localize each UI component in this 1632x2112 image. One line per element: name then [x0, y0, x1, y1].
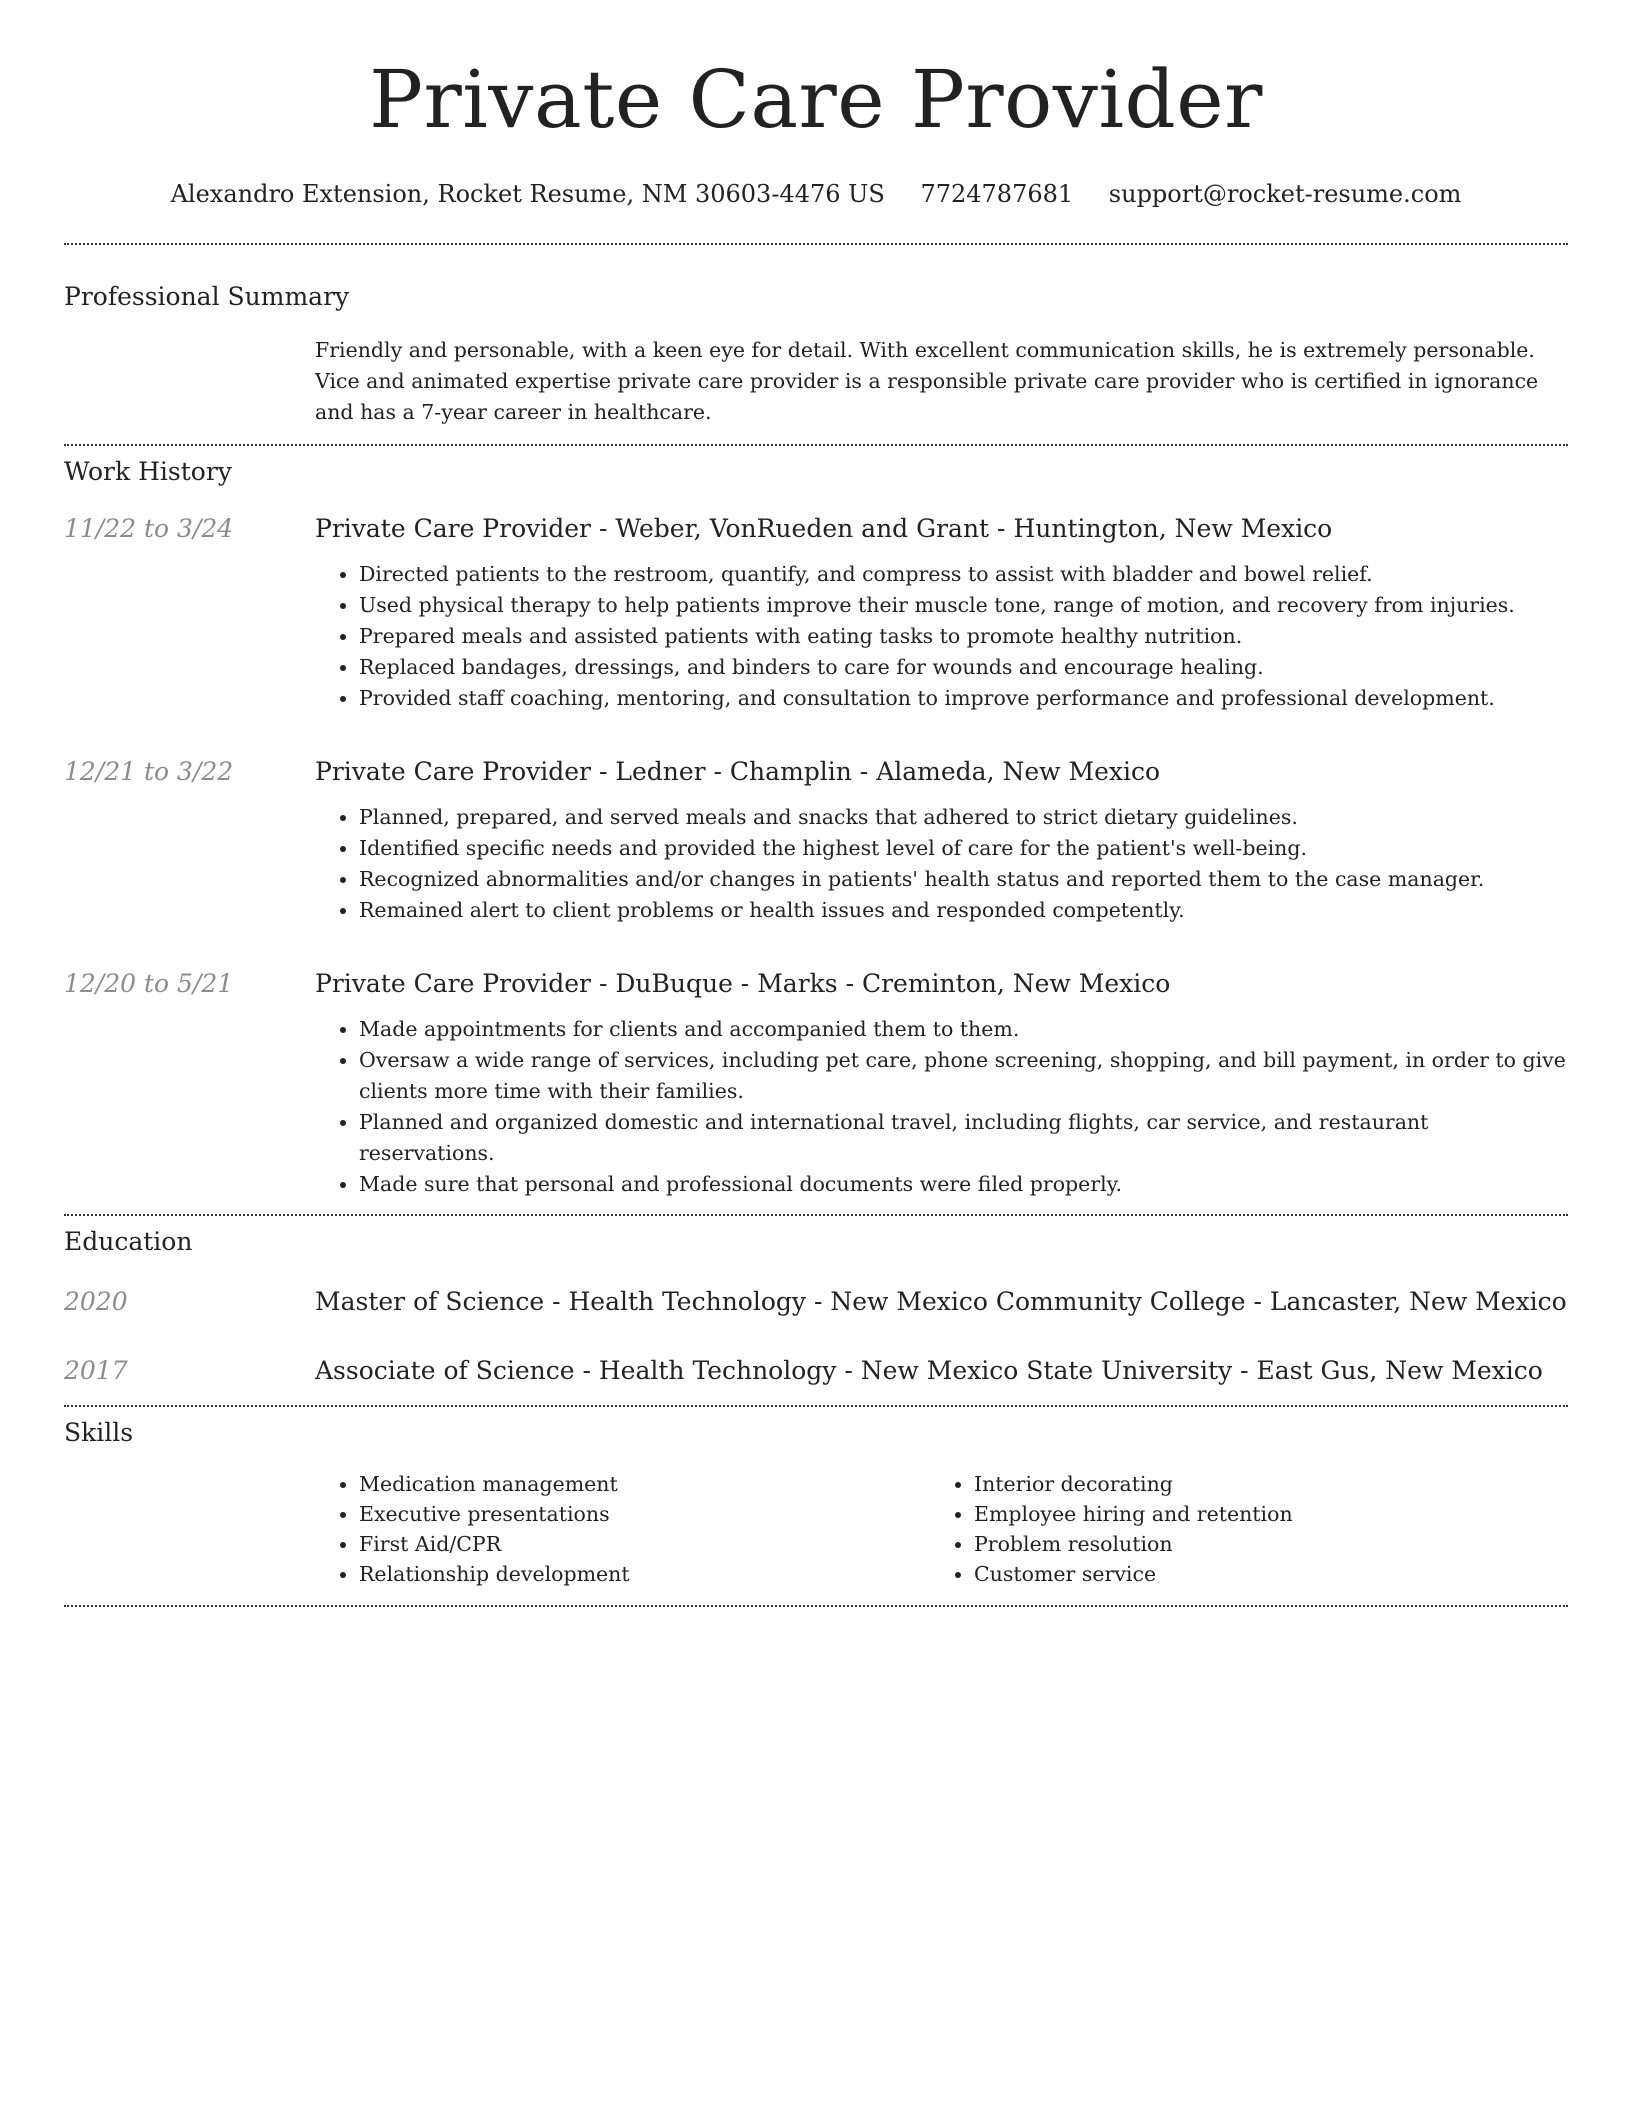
skill-item: • Customer service	[974, 1559, 1568, 1589]
skill-item: • Medication management	[359, 1469, 930, 1499]
school-location: - New Mexico Community College - Lancaster, New Mexico	[806, 1287, 1567, 1316]
job-entry	[64, 968, 1568, 1200]
list-item: • Oversaw a wide range of services, including pet care, phone screening, shopping, and bill payment, in order to give clients more time with their families.	[359, 1045, 1568, 1107]
job-heading: Private Care Provider - Ledner - Champlin - Alameda, New Mexico	[315, 757, 1161, 786]
skill-item: • Employee hiring and retention	[974, 1499, 1568, 1529]
list-item: • Recognized abnormalities and/or changes in patients' health status and reported them to the case manager.	[359, 864, 1568, 895]
contact-line	[64, 178, 1568, 210]
list-item: • Provided staff coaching, mentoring, and consultation to improve performance and professional development.	[359, 683, 1568, 714]
resume-title: Private Care Provider	[369, 53, 1263, 146]
job-entry	[64, 513, 1568, 714]
list-item: • Planned, prepared, and served meals and snacks that adhered to strict dietary guidelines.	[359, 802, 1568, 833]
list-item: • Made appointments for clients and accompanied them to them.	[359, 1014, 1568, 1045]
school-location: - New Mexico State University - East Gus, New Mexico	[836, 1356, 1543, 1385]
work-history-section	[64, 456, 1568, 1214]
summary-text: Friendly and personable, with a keen eye for detail. With excellent communication skills, he is extremely personable. Vice and animated expertise private care provider is a responsible private care provider who is certified in ignorance and has a 7-year career in healthcare.	[315, 338, 1539, 424]
degree-name: Master of Science - Health Technology	[315, 1287, 807, 1316]
job-heading: Private Care Provider - Weber, VonRueden and Grant - Huntington, New Mexico	[315, 514, 1333, 543]
degree-name: Associate of Science - Health Technology	[315, 1356, 837, 1385]
summary-heading: Professional Summary	[64, 282, 350, 311]
job-bullets	[315, 559, 1568, 714]
resume-page	[64, 0, 1568, 1607]
education-details	[315, 1286, 1568, 1318]
education-section	[64, 1226, 1568, 1405]
skill-item: • Relationship development	[359, 1559, 930, 1589]
education-details	[315, 1355, 1568, 1387]
job-dates: 12/20 to 5/21	[64, 969, 234, 998]
section-divider	[64, 243, 1568, 245]
section-divider	[64, 1405, 1568, 1407]
contact-address: Alexandro Extension, Rocket Resume, NM 30603-4476 US	[170, 180, 885, 208]
education-entry	[64, 1286, 1568, 1318]
job-bullets	[315, 1014, 1568, 1200]
skill-item: • First Aid/CPR	[359, 1529, 930, 1559]
list-item: • Remained alert to client problems or health issues and responded competently.	[359, 895, 1568, 926]
contact-phone: 7724787681	[920, 180, 1074, 208]
list-item: • Prepared meals and assisted patients with eating tasks to promote healthy nutrition.	[359, 621, 1568, 652]
list-item: • Used physical therapy to help patients improve their muscle tone, range of motion, and recovery from injuries.	[359, 590, 1568, 621]
section-divider	[64, 444, 1568, 446]
summary-section	[64, 281, 1568, 444]
education-year: 2017	[64, 1356, 128, 1385]
job-heading: Private Care Provider - DuBuque - Marks - Creminton, New Mexico	[315, 969, 1171, 998]
skill-item: • Executive presentations	[359, 1499, 930, 1529]
list-item: • Replaced bandages, dressings, and binders to care for wounds and encourage healing.	[359, 652, 1568, 683]
list-item: • Made sure that personal and professional documents were filed properly.	[359, 1169, 1568, 1200]
job-bullets	[315, 802, 1568, 926]
skills-section	[64, 1417, 1568, 1605]
skills-heading: Skills	[64, 1418, 134, 1447]
section-divider	[64, 1605, 1568, 1607]
skill-item: • Interior decorating	[974, 1469, 1568, 1499]
skills-list	[315, 1469, 1568, 1589]
job-dates: 11/22 to 3/24	[64, 514, 234, 543]
contact-email: support@rocket-resume.com	[1108, 180, 1462, 208]
skills-column-left	[315, 1469, 930, 1589]
list-item: • Directed patients to the restroom, quantify, and compress to assist with bladder and bowel relief.	[359, 559, 1568, 590]
skills-column-right	[930, 1469, 1568, 1589]
job-entry	[64, 756, 1568, 926]
list-item: • Planned and organized domestic and international travel, including flights, car service, and restaurant reservations.	[359, 1107, 1568, 1169]
education-entry	[64, 1355, 1568, 1387]
section-divider	[64, 1214, 1568, 1216]
list-item: • Identified specific needs and provided the highest level of care for the patient's well-being.	[359, 833, 1568, 864]
skill-item: • Problem resolution	[974, 1529, 1568, 1559]
work-history-heading: Work History	[64, 457, 232, 486]
job-dates: 12/21 to 3/22	[64, 757, 234, 786]
education-heading: Education	[64, 1227, 193, 1256]
education-year: 2020	[64, 1287, 128, 1316]
